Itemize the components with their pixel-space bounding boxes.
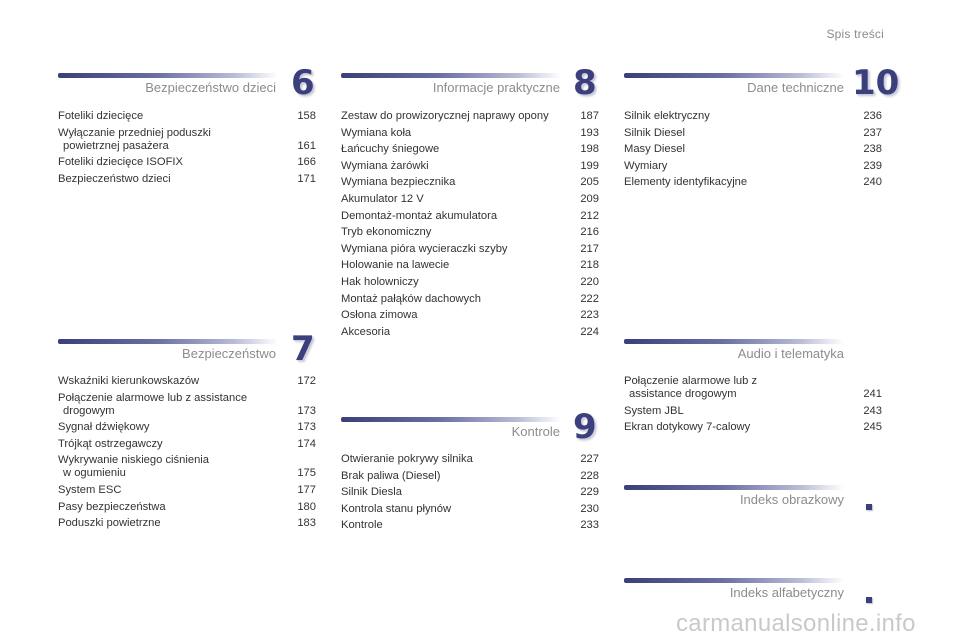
section-divider <box>624 578 844 583</box>
entry-page: 228 <box>580 469 599 482</box>
entry-page: 216 <box>580 226 599 239</box>
toc-entry[interactable] <box>341 193 599 206</box>
entry-page: 212 <box>580 209 599 222</box>
entry-page: 175 <box>297 467 316 480</box>
entry-page: 222 <box>580 292 599 305</box>
entry-page: 180 <box>297 500 316 513</box>
section-title[interactable]: Indeks alfabetyczny <box>729 585 844 600</box>
entry-title: Brak paliwa (Diesel) <box>341 469 441 482</box>
entry-title-continued: assistance drogowym <box>629 388 737 400</box>
section-number: 6 <box>291 63 315 103</box>
entry-page: 173 <box>297 421 316 434</box>
entry-title: Demontaż-montaż akumulatora <box>341 209 498 222</box>
toc-entry[interactable] <box>58 454 316 480</box>
entry-title: Poduszki powietrzne <box>58 517 161 530</box>
section-divider <box>58 73 278 78</box>
toc-entry[interactable] <box>58 173 316 186</box>
entry-page: 218 <box>580 259 599 272</box>
section-divider <box>58 339 278 344</box>
entry-page: 193 <box>580 126 599 139</box>
toc-entry[interactable] <box>341 309 599 322</box>
toc-entry[interactable] <box>624 160 882 173</box>
entry-list <box>624 110 882 193</box>
section-title[interactable]: Indeks obrazkowy <box>739 492 844 507</box>
entry-title: Wymiana żarówki <box>341 159 429 172</box>
entry-title: Wymiary <box>624 159 668 172</box>
section-title[interactable]: Dane techniczne <box>747 80 844 95</box>
entry-page: 239 <box>863 159 882 172</box>
toc-entry[interactable] <box>341 276 599 289</box>
toc-entry[interactable] <box>624 176 882 189</box>
entry-page: 230 <box>580 502 599 515</box>
entry-page: 171 <box>297 172 316 185</box>
entry-page: 240 <box>863 176 882 189</box>
toc-entry[interactable] <box>341 210 599 223</box>
entry-page: 177 <box>297 483 316 496</box>
section-number: 10 <box>852 63 900 103</box>
entry-title: Silnik Diesel <box>624 126 685 139</box>
page-header-title: Spis treści <box>826 27 884 41</box>
toc-entry[interactable] <box>58 156 316 169</box>
entry-page: 209 <box>580 192 599 205</box>
entry-title: Wyłączanie przedniej poduszki <box>58 126 211 139</box>
toc-entry[interactable] <box>341 503 599 516</box>
toc-entry[interactable] <box>341 143 599 156</box>
toc-entry[interactable] <box>341 110 599 123</box>
toc-entry[interactable] <box>624 375 882 401</box>
section-title[interactable]: Kontrole <box>511 424 560 439</box>
entry-title: Łańcuchy śniegowe <box>341 143 440 156</box>
toc-entry[interactable] <box>341 486 599 499</box>
entry-page: 238 <box>863 143 882 156</box>
entry-title: Wykrywanie niskiego ciśnienia <box>58 454 209 467</box>
section-title[interactable]: Audio i telematyka <box>737 346 844 361</box>
entry-page: 199 <box>580 159 599 172</box>
entry-page: 217 <box>580 242 599 255</box>
entry-page: 245 <box>863 421 882 434</box>
watermark: carmanualsonline.info <box>676 610 916 637</box>
entry-title: Sygnał dźwiękowy <box>58 421 150 434</box>
entry-title: Wymiana koła <box>341 126 412 139</box>
entry-title: Foteliki dziecięce ISOFIX <box>58 156 183 169</box>
entry-title: System ESC <box>58 483 122 496</box>
entry-title-continued: w ogumieniu <box>63 467 126 480</box>
entry-page: 187 <box>580 110 599 122</box>
toc-entry[interactable] <box>341 226 599 239</box>
entry-title: Hak holowniczy <box>341 275 419 288</box>
entry-title: Ekran dotykowy 7-calowy <box>624 421 751 434</box>
entry-title: Otwieranie pokrywy silnika <box>341 453 473 465</box>
section-divider <box>341 73 561 78</box>
entry-page: 237 <box>863 126 882 139</box>
toc-entry[interactable] <box>341 453 599 466</box>
toc-entry[interactable] <box>58 501 316 514</box>
entry-list <box>624 375 882 438</box>
toc-entry[interactable] <box>624 127 882 140</box>
entry-list <box>341 110 599 342</box>
toc-entry[interactable] <box>341 259 599 272</box>
section-number: 9 <box>573 407 597 447</box>
section-title[interactable]: Bezpieczeństwo dzieci <box>145 80 276 95</box>
toc-entry[interactable] <box>624 405 882 418</box>
toc-entry[interactable] <box>58 375 316 388</box>
entry-title: Wymiana bezpiecznika <box>341 176 456 189</box>
entry-page: 241 <box>863 388 882 400</box>
entry-page: 227 <box>580 453 599 465</box>
entry-title: Pasy bezpieczeństwa <box>58 500 166 513</box>
entry-page: 172 <box>297 375 316 387</box>
entry-title: Osłona zimowa <box>341 309 418 322</box>
entry-title: Silnik elektryczny <box>624 110 710 122</box>
toc-entry[interactable] <box>341 293 599 306</box>
entry-title: Akumulator 12 V <box>341 192 424 205</box>
entry-page: 205 <box>580 176 599 189</box>
toc-entry[interactable] <box>341 519 599 532</box>
section-divider <box>624 339 844 344</box>
toc-entry[interactable] <box>341 470 599 483</box>
toc-entry[interactable] <box>58 127 316 153</box>
section-marker-icon <box>866 597 872 603</box>
entry-title: Kontrole <box>341 519 383 532</box>
entry-list <box>58 110 316 189</box>
entry-page: 236 <box>863 110 882 122</box>
entry-title: Wskaźniki kierunkowskazów <box>58 375 200 387</box>
toc-entry[interactable] <box>58 421 316 434</box>
section-divider <box>624 485 844 490</box>
toc-entry[interactable] <box>58 392 316 418</box>
toc-entry[interactable] <box>341 243 599 256</box>
toc-entry[interactable] <box>624 143 882 156</box>
entry-page: 224 <box>580 325 599 338</box>
entry-title: Silnik Diesla <box>341 486 402 499</box>
entry-title: Holowanie na lawecie <box>341 259 450 272</box>
entry-title: Bezpieczeństwo dzieci <box>58 172 171 185</box>
entry-title: Zestaw do prowizorycznej naprawy opony <box>341 110 549 122</box>
toc-entry[interactable] <box>341 176 599 189</box>
entry-page: 223 <box>580 309 599 322</box>
entry-title-continued: drogowym <box>63 404 115 417</box>
toc-entry[interactable] <box>58 517 316 530</box>
toc-entry[interactable] <box>58 484 316 497</box>
entry-title: Akcesoria <box>341 325 391 338</box>
entry-list <box>341 453 599 536</box>
entry-page: 183 <box>297 517 316 530</box>
toc-entry[interactable] <box>58 438 316 451</box>
entry-page: 173 <box>297 404 316 417</box>
entry-page: 161 <box>297 139 316 152</box>
entry-page: 174 <box>297 437 316 450</box>
entry-list <box>58 375 316 534</box>
entry-title: Wymiana pióra wycieraczki szyby <box>341 242 508 255</box>
entry-title: Trójkąt ostrzegawczy <box>58 437 163 450</box>
section-title[interactable]: Informacje praktyczne <box>432 80 560 95</box>
entry-page: 198 <box>580 143 599 156</box>
entry-title: Połączenie alarmowe lub z <box>624 375 758 387</box>
entry-page: 166 <box>297 156 316 169</box>
entry-title: Montaż pałąków dachowych <box>341 292 481 305</box>
entry-title: Masy Diesel <box>624 143 685 156</box>
entry-page: 220 <box>580 275 599 288</box>
toc-entry[interactable] <box>341 160 599 173</box>
section-marker-icon <box>866 504 872 510</box>
entry-title: Elementy identyfikacyjne <box>624 176 748 189</box>
entry-title-continued: powietrznej pasażera <box>63 139 169 152</box>
toc-entry[interactable] <box>341 127 599 140</box>
entry-title: Tryb ekonomiczny <box>341 226 432 239</box>
toc-entry[interactable] <box>58 110 316 123</box>
section-title[interactable]: Bezpieczeństwo <box>182 346 276 361</box>
entry-page: 229 <box>580 486 599 499</box>
entry-page: 158 <box>297 110 316 122</box>
entry-title: Połączenie alarmowe lub z assistance <box>58 391 248 404</box>
entry-title: Kontrola stanu płynów <box>341 502 452 515</box>
section-number: 7 <box>291 329 315 369</box>
entry-title: Foteliki dziecięce <box>58 110 144 122</box>
entry-title: System JBL <box>624 404 684 417</box>
toc-entry[interactable] <box>624 421 882 434</box>
toc-entry[interactable] <box>624 110 882 123</box>
entry-page: 233 <box>580 519 599 532</box>
toc-entry[interactable] <box>341 326 599 339</box>
section-number: 8 <box>573 63 597 103</box>
entry-page: 243 <box>863 404 882 417</box>
section-divider <box>341 417 561 422</box>
section-divider <box>624 73 844 78</box>
